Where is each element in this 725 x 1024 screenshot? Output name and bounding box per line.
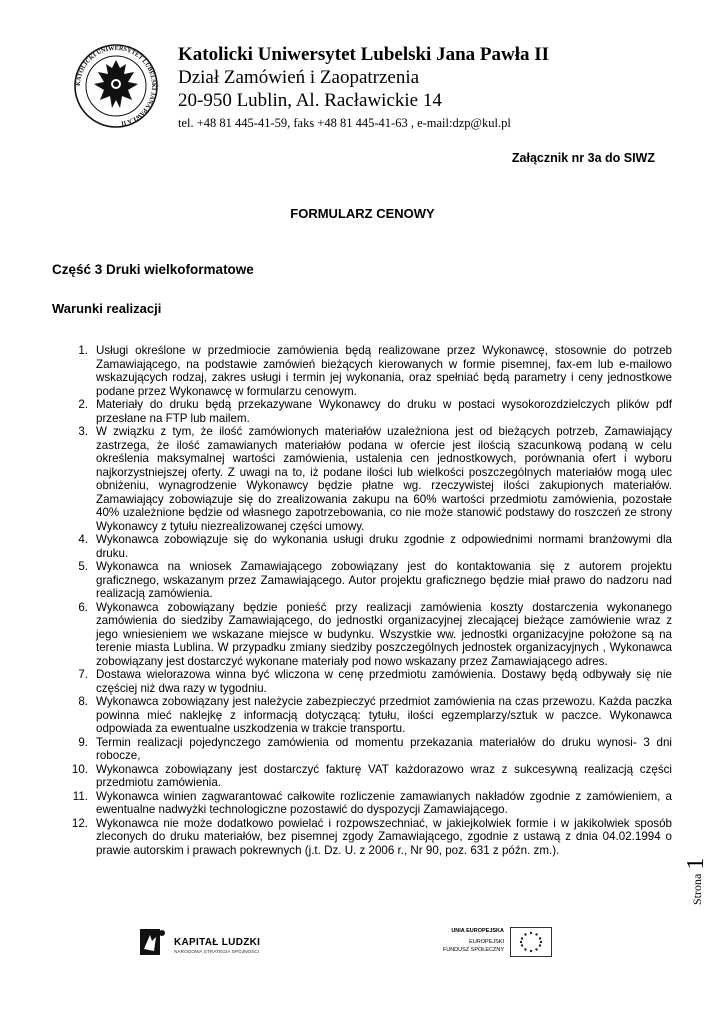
item-number: 4. — [78, 533, 88, 546]
item-number: 2. — [78, 398, 88, 411]
eu-line3: FUNDUSZ SPOŁECZNY — [442, 947, 504, 953]
item-number: 6. — [78, 600, 88, 614]
item-number: 3. — [78, 425, 88, 438]
list-item — [50, 601, 672, 669]
item-text: Usługi określone w przedmiocie zamówienia będą realizowane przez Wykonawcę, stosownie do potrzeb Zamawiającego, na podstawie zamówień bieżących kierowanych w formie pisemnej, fax-em lub e-mailowo wskazujących rodzaj, zakres usługi i termin jej wykonania, oraz spełniać będą parametry i ceny jednostkowe podane przez Wykonawcę w formularzu cenowym. — [96, 344, 672, 398]
item-text: Materiały do druku będą przekazywane Wykonawcy do druku w postaci wysokorozdzielczych plików pdf przesłane na FTP lub mailem. — [96, 398, 672, 425]
part-heading: Część 3 Druki wielkoformatowe — [52, 262, 254, 277]
eu-flag-icon — [510, 927, 552, 957]
kapital-ludzki-title: KAPITAŁ LUDZKI — [174, 937, 261, 948]
list-item — [50, 668, 672, 695]
annex-label: Załącznik nr 3a do SIWZ — [511, 151, 655, 165]
list-item — [50, 533, 672, 560]
university-name: Katolicki Uniwersytet Lubelski Jana Pawła II — [178, 44, 550, 65]
list-item — [50, 695, 672, 736]
item-text: Wykonawca nie może dodatkowo powielać i rozpowszechniać, w jakiejkolwiek formie i w jakikolwiek sposób zleconych do druku materiałów, bez pisemnej zgody Zamawiającego, zgodnie z ustawą z dnia 04.02.1994 o prawie autorskim i prawach pokrewnych (j.t. Dz. U. z 2006 r., Nr 90, poz. 631 z późn. zm.). — [96, 816, 672, 857]
list-item — [50, 344, 672, 398]
list-item — [50, 817, 672, 858]
eu-logo — [440, 924, 552, 964]
page-number: 1 — [683, 857, 709, 870]
item-number: 8. — [78, 695, 88, 708]
item-number: 7. — [78, 668, 88, 681]
item-text: Wykonawca winien zagwarantować całkowite rozliczenie zamawianych nakładów zgodnie z zamówieniem, a ewentualne nadwyżki technologiczne pozostawić do dyspozycji Zamawiającego. — [96, 789, 672, 816]
item-text: Termin realizacji pojedynczego zamówienia od momentu przekazania materiałów do druku wynosi- 3 dni robocze, — [96, 735, 672, 762]
item-text: Dostawa wielorazowa winna być wliczona w cenę przedmiotu zamówienia. Dostawy będą odbywały się nie częściej niż dwa razy w tygodniu. — [96, 668, 672, 695]
conditions-list — [50, 344, 672, 857]
address: 20-950 Lublin, Al. Racławickie 14 — [178, 90, 442, 111]
item-number: 5. — [78, 560, 88, 573]
kapital-ludzki-icon — [138, 927, 168, 961]
item-number: 12. — [71, 816, 88, 830]
item-text: Wykonawca zobowiązany jest należycie zabezpieczyć przedmiot zamówienia na czas przewozu. Każda paczka powinna mieć naklejkę z informacją dotyczącą: tytułu, ilości egzemplarzy/sztuk w paczce. Wykonawca odpowiada za ewentualne uszkodzenia w trakcie transportu. — [96, 695, 672, 735]
letterhead — [178, 44, 549, 132]
eu-line2: EUROPEJSKI — [469, 939, 504, 945]
item-number: 11. — [72, 789, 88, 803]
document-title: FORMULARZ CENOWY — [290, 206, 435, 221]
page-label: Strona — [690, 873, 704, 905]
list-item — [50, 736, 672, 763]
kapital-ludzki-logo — [138, 925, 278, 965]
department-name: Dział Zamówień i Zaopatrzenia — [178, 67, 420, 88]
eu-line1: UNIA EUROPEJSKA — [451, 928, 504, 934]
list-item — [50, 560, 672, 601]
item-text: Wykonawca zobowiązany jest dostarczyć fakturę VAT każdorazowo wraz z sukcesywną realizacją części przedmiotu zamówienia. — [96, 762, 672, 789]
university-seal-logo — [66, 44, 166, 128]
item-number: 1. — [78, 344, 88, 357]
kapital-ludzki-subtitle: NARODOWA STRATEGIA SPÓJNOŚCI — [174, 950, 260, 955]
item-text: Wykonawca zobowiązuje się do wykonania usługi druku zgodnie z odpowiednimi normami branżowymi dla druku. — [96, 533, 672, 560]
item-text: Wykonawca na wniosek Zamawiającego zobowiązany jest do kontaktowania się z autorem projektu graficznego, wskazanym przez Zamawiającego. Autor projektu graficznego będzie miał prawo do nadzoru nad realizacją zamówienia. — [96, 560, 672, 600]
page-indicator — [683, 857, 709, 905]
list-item — [50, 763, 672, 790]
item-number: 10. — [71, 762, 88, 776]
item-text: W związku z tym, że ilość zamówionych materiałów uzależniona jest od bieżących potrzeb, Zamawiający zastrzega, że ilość zamawianych materiałów podana w ofercie jest ilością szacunkową podaną w celu określenia maksymalnej wartości zamówienia, ustalenia cen jednostkowych, porównania ofert i wyboru najkorzystniejszej oferty. Z uwagi na to, iż podane ilości lub wielkości poszczególnych materiałów mogą ulec obniżeniu, wynagrodzenie Wykonawcy będzie płatne wg. rzeczywistej ilości zakupionych materiałów. Zamawiający zobowiązuje się do zrealizowania zakupu na 60% wartości przedmiotu zamówienia, pozostałe 40% uzależnione będzie od własnego zapotrzebowania, co nie może stanowić podstawy do roszczeń ze strony Wykonawcy z tytułu niezrealizowanej części umowy. — [96, 425, 672, 533]
list-item — [50, 425, 672, 533]
list-item — [50, 790, 672, 817]
item-text: Wykonawca zobowiązany będzie ponieść przy realizacji zamówienia koszty dostarczenia wykonanego zamówienia do siedziby Zamawiającego, do jednostki organizacyjnej zlecającej bieżące zamówienie wraz z jego wniesieniem we wskazane miejsce w budynku. Wszystkie ww. jednostki organizacyjne położone są na terenie miasta Lublina. W przypadku zmiany siedziby poszczególnych jednostek organizacyjnych , Wykonawca zobowiązany jest dostarczyć wykonane materiały pod nowo wskazany przez Zamawiającego adres. — [96, 600, 672, 668]
contact-info: tel. +48 81 445-41-59, faks +48 81 445-41-63 , e-mail:dzp@kul.pl — [178, 116, 511, 130]
seal-text: KATOLICKI UNIWERSYTET LUBELSKI JANA PAWŁA II — [74, 44, 158, 127]
conditions-heading: Warunki realizacji — [52, 301, 162, 316]
item-number: 9. — [78, 735, 88, 749]
list-item — [50, 398, 672, 425]
